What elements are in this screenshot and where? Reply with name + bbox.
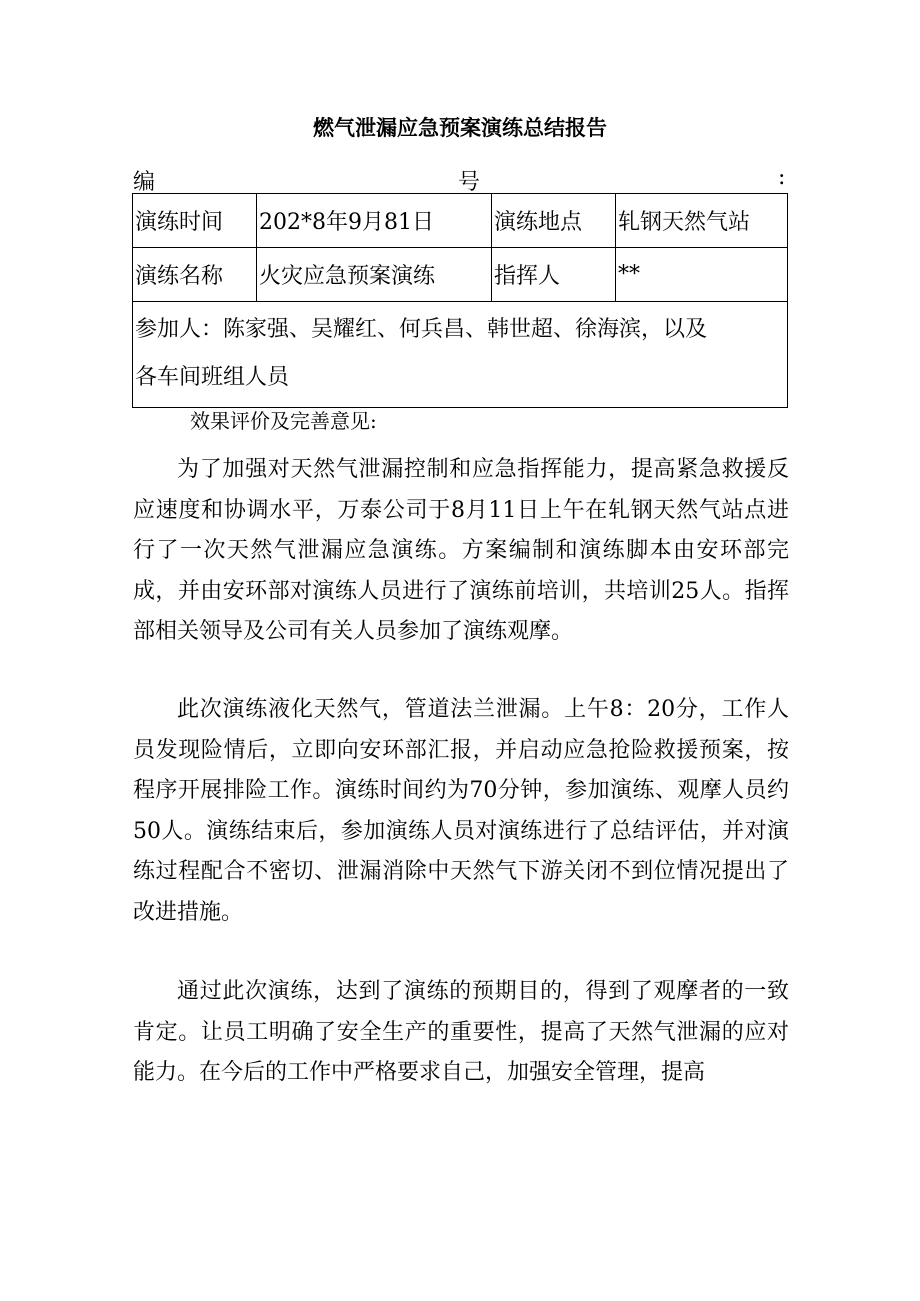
drill-location-value: 轧钢天然气站 <box>616 194 788 248</box>
participants-text: 参加人：陈家强、吴耀红、何兵昌、韩世超、徐海滨，以及各车间班组人员 <box>135 317 708 390</box>
body-paragraph-1: 为了加强对天然气泄漏控制和应急指挥能力，提高紧急救援反应速度和协调水平，万泰公司于8月11日上午在轧钢天然气站点进行了一次天然气泄漏应急演练。方案编制和演练脚本由安环部完成，并由安环部对演练人员进行了演练前培训，共培训25人。指挥部相关领导及公司有关人员参加了演练观摩。 <box>133 457 789 644</box>
evaluation-section-label: 效果评价及完善意见: <box>190 409 377 433</box>
drill-location-label: 演练地点 <box>492 194 616 248</box>
table-row <box>133 302 788 408</box>
drill-info-table <box>132 193 788 408</box>
number-label-left: 编 <box>133 170 156 195</box>
body-paragraph-3: 通过此次演练，达到了演练的预期目的，得到了观摩者的一致肯定。让员工明确了安全生产的重要性，提高了天然气泄漏的应对能力。在今后的工作中严格要求自己，加强安全管理，提高 <box>133 979 789 1085</box>
drill-time-value: 202*8年9月81日 <box>257 194 492 248</box>
participants-cell <box>133 302 788 408</box>
commander-label: 指挥人 <box>492 248 616 302</box>
table-row <box>133 194 788 248</box>
table-row <box>133 248 788 302</box>
body-paragraph-2: 此次演练液化天然气，管道法兰泄漏。上午8：20分，工作人员发现险情后，立即向安环部汇报，并启动应急抢险救援预案，按程序开展排险工作。演练时间约为70分钟，参加演练、观摩人员约50人。演练结束后，参加演练人员对演练进行了总结评估，并对演练过程配合不密切、泄漏消除中天然气下游关闭不到位情况提出了改进措施。 <box>133 697 789 925</box>
drill-name-label: 演练名称 <box>133 248 257 302</box>
drill-name-value: 火灾应急预案演练 <box>257 248 492 302</box>
drill-time-label: 演练时间 <box>133 194 257 248</box>
page-title: 燃气泄漏应急预案演练总结报告 <box>313 116 607 140</box>
number-label-mid: 号 <box>458 170 481 195</box>
document-number-row <box>133 165 788 195</box>
commander-value: ** <box>616 248 788 302</box>
number-label-colon: : <box>778 165 786 190</box>
